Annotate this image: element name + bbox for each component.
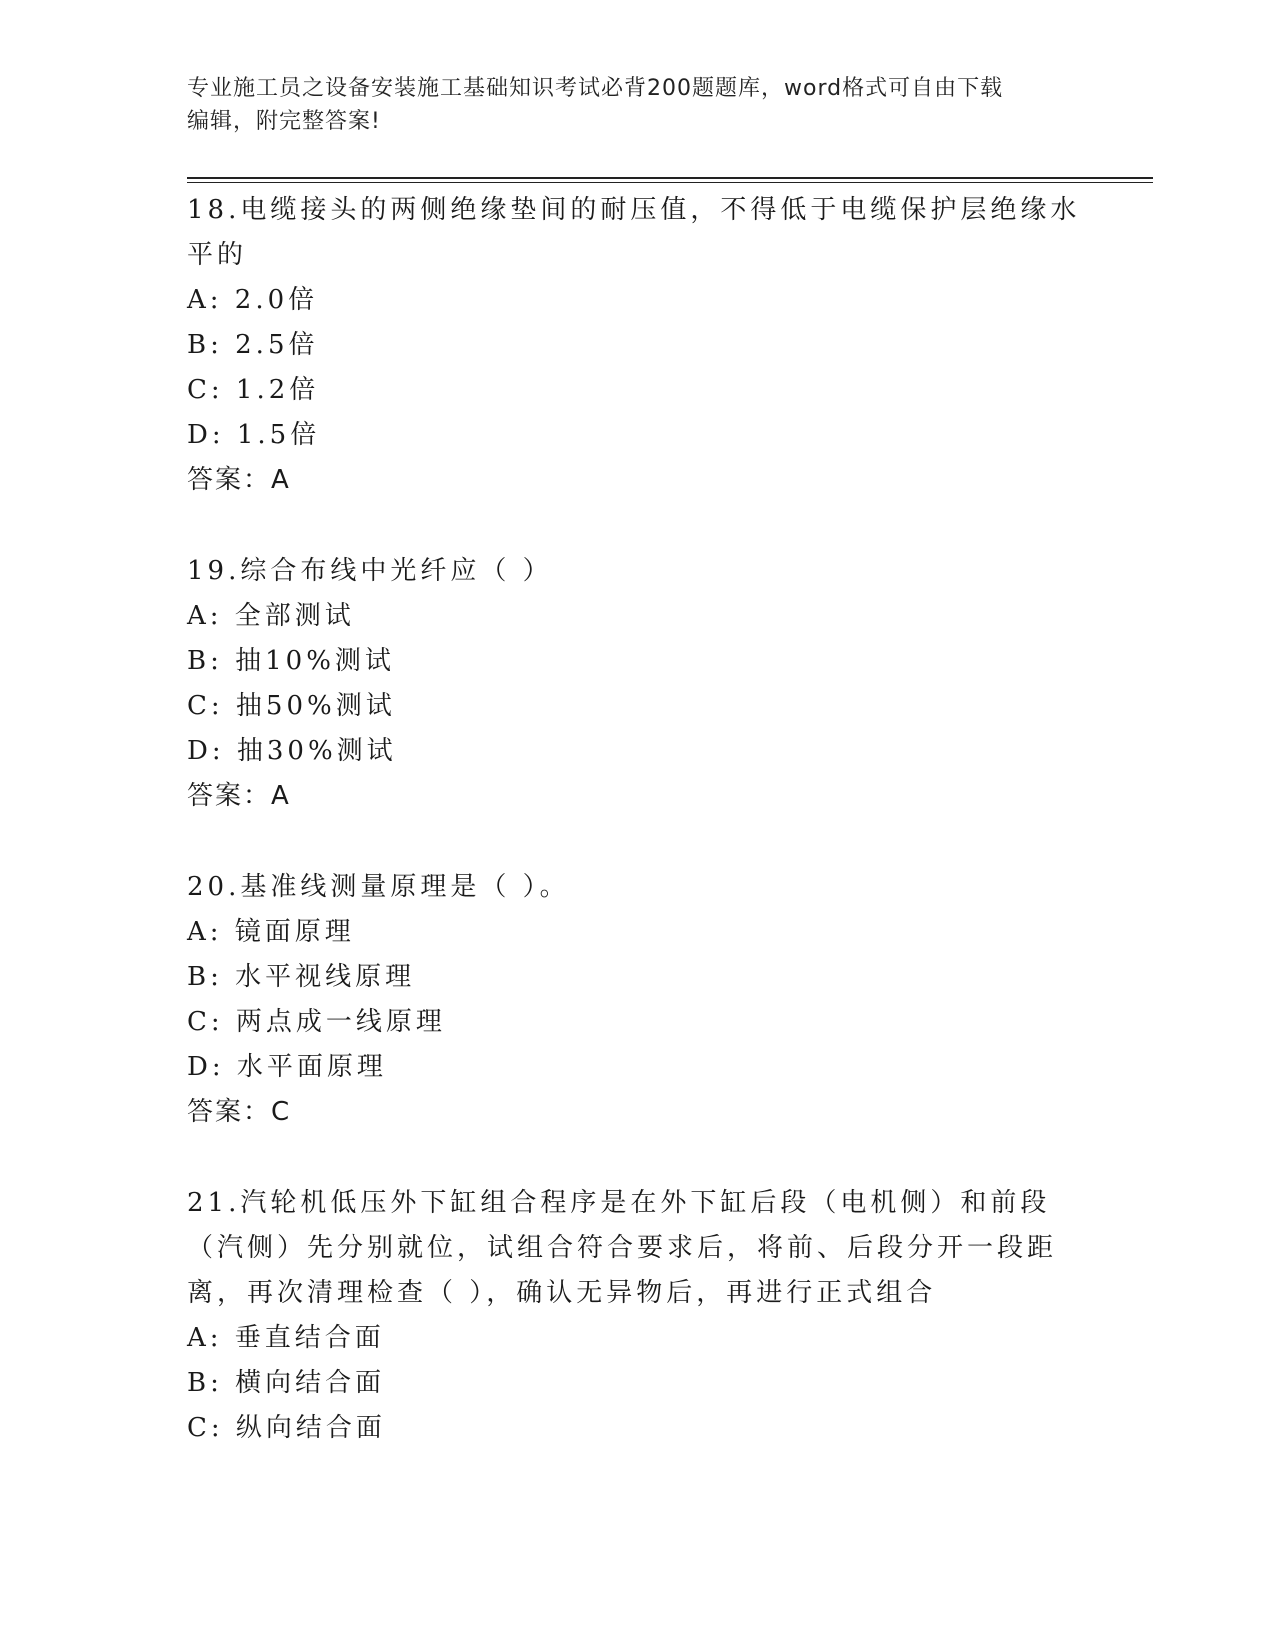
option-d: D: 1.5倍 [187, 420, 321, 450]
option-c: C: 1.2倍 [187, 375, 320, 405]
page-header [187, 72, 1067, 138]
option-b: B: 2.5倍 [187, 330, 319, 360]
question-21 [187, 1181, 1087, 1451]
option-b: B: 抽10%测试 [187, 646, 395, 676]
option-a: A: 垂直结合面 [187, 1323, 385, 1353]
option-c: C: 两点成一线原理 [187, 1007, 446, 1037]
header-rule-secondary [187, 182, 1153, 183]
option-b: B: 水平视线原理 [187, 962, 416, 992]
option-d: D: 抽30%测试 [187, 736, 397, 766]
question-18 [187, 188, 1087, 503]
question-list [187, 188, 1087, 1497]
question-20 [187, 865, 1087, 1135]
answer: 答案：A [187, 781, 291, 811]
question-stem: 21.汽轮机低压外下缸组合程序是在外下缸后段（电机侧）和前段（汽侧）先分别就位，试组合符合要求后，将前、后段分开一段距离，再次清理检查（ ），确认无异物后，再进行正式组合 [187, 1188, 1058, 1308]
header-rule [187, 177, 1153, 179]
header-line-2: 编辑，附完整答案! [187, 109, 381, 134]
question-stem: 19.综合布线中光纤应（ ） [187, 556, 553, 586]
option-b: B: 横向结合面 [187, 1368, 386, 1398]
header-line-1: 专业施工员之设备安装施工基础知识考试必背200题题库，word格式可自由下载 [187, 76, 1004, 101]
option-d: D: 水平面原理 [187, 1052, 387, 1082]
option-a: A: 全部测试 [187, 601, 355, 631]
option-c: C: 纵向结合面 [187, 1413, 386, 1443]
option-c: C: 抽50%测试 [187, 691, 396, 721]
answer: 答案：C [187, 1097, 292, 1127]
answer: 答案：A [187, 465, 291, 495]
option-a: A: 镜面原理 [187, 917, 355, 947]
question-19 [187, 549, 1087, 819]
option-a: A: 2.0倍 [187, 285, 319, 315]
question-stem: 20.基准线测量原理是（ ）。 [187, 872, 570, 902]
question-stem: 18.电缆接头的两侧绝缘垫间的耐压值，不得低于电缆保护层绝缘水平的 [187, 195, 1081, 270]
